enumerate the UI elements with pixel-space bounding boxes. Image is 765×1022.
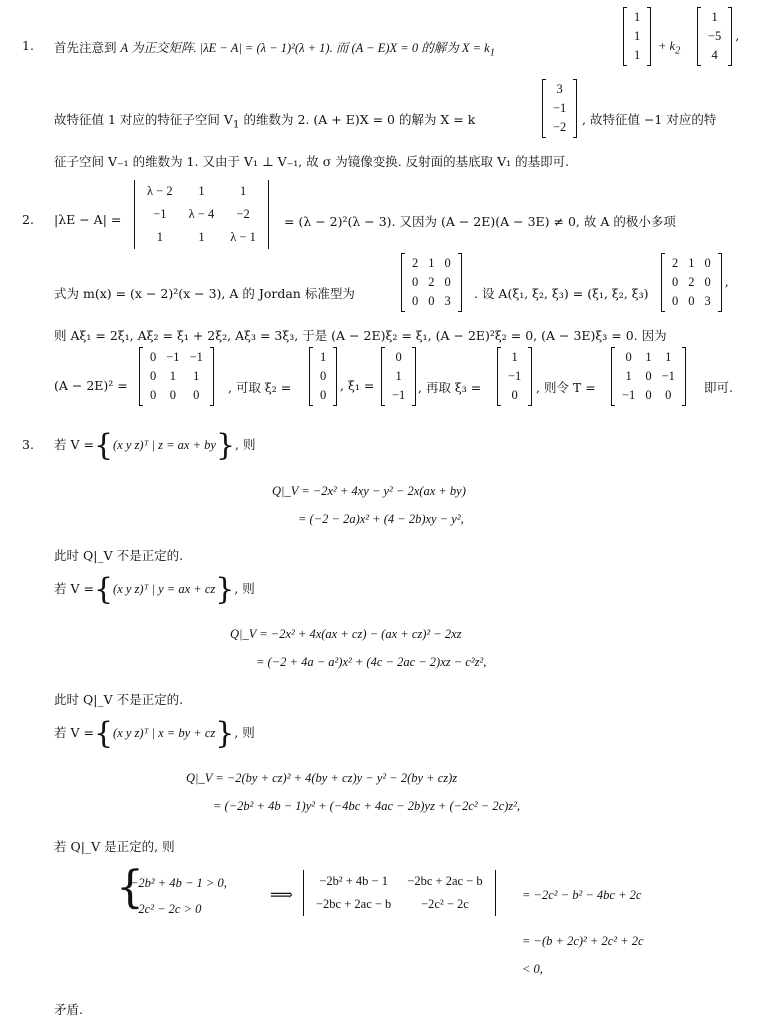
problem2-line4e: , 则令 T =	[536, 380, 596, 395]
case-system: { −2b² + 4b − 1 > 0, −2c² − 2c > 0	[116, 862, 227, 916]
problem1-line2: 故特征值 1 对应的特征子空间 $V_1$ 的维数为 2. (A + E)X = 0 的解为 X = k	[54, 112, 476, 131]
problem-number: 1.	[22, 38, 34, 53]
problem-number: 3.	[22, 437, 34, 452]
eq1a: Q|_V = −2x² + 4xy − y² − 2x(ax + by)	[272, 484, 466, 498]
problem2-line4a: (A − 2E)² =	[54, 378, 128, 393]
det-label: |λE − A| =	[54, 212, 122, 227]
char-determinant: λ − 2 1 1 −1 λ − 4 −2 1 1 λ − 1	[131, 180, 272, 249]
vector-v2: 1 −5 4 ,	[694, 8, 739, 65]
eq1b: = (−2 − 2a)x² + (4 − 2b)xy − y²,	[298, 512, 464, 526]
not-pd-2: 此时 Q|_V 不是正定的.	[54, 692, 184, 707]
not-pd-1: 此时 Q|_V 不是正定的.	[54, 548, 184, 563]
problem1-line2-end: , 故特征值 −1 对应的特	[582, 112, 717, 127]
eq2b: = (−2 + 4a − a²)x² + (4c − 2ac − 2)xz − c²z²,	[256, 655, 487, 669]
res3: < 0,	[522, 962, 543, 976]
xi1-vector: 0 1 −1	[378, 348, 419, 405]
after-det: = (λ − 2)²(λ − 3). 又因为 (A − 2E)(A − 3E) ≠ 0, 故 A 的极小多项	[284, 214, 676, 229]
subspace-def-3: 若 V ={(x y z)ᵀ | x = by + cz}, 则	[54, 716, 255, 751]
problem1-line3: 征子空间 V₋₁ 的维数为 1. 又由于 V₁ ⊥ V₋₁, 故 σ 为镜像变换. 反射面的基底取 V₁ 的基即可.	[54, 154, 570, 169]
square-matrix: 0 −1 −1 0 1 1 0 0 0	[136, 348, 217, 405]
det-2x2: −2b² + 4b − 1 −2bc + 2ac − b −2bc + 2ac − b −2c² − 2c	[300, 870, 499, 916]
problem1-line1: 首先注意到 A 为正交矩阵. |λE − A| = (λ − 1)²(λ + 1). 而 (A − E)X = 0 的解为 $X = k_1$	[54, 40, 495, 59]
problem2-line4b: , 可取 ξ₂ =	[228, 380, 292, 395]
problem2-line2a: 式为 m(x) = (x − 2)²(x − 3), A 的 Jordan 标准型为	[54, 286, 355, 301]
res2: = −(b + 2c)² + 2c² + 2c	[522, 934, 644, 948]
vector-v1: 1 1 1	[620, 8, 654, 65]
problem-number: 2.	[22, 212, 34, 227]
plus-k2: + $k_2$	[658, 39, 681, 57]
if-pd: 若 Q|_V 是正定的, 则	[54, 839, 175, 854]
res1: = −2c² − b² − 4bc + 2c	[522, 888, 642, 902]
eq3b: = (−2b² + 4b − 1)y² + (−4bc + 4ac − 2b)yz + (−2c² − 2c)z²,	[213, 799, 521, 813]
subspace-def-2: 若 V ={(x y z)ᵀ | y = ax + cz}, 则	[54, 572, 255, 607]
problem2-line3: 则 Aξ₁ = 2ξ₁, Aξ₂ = ξ₁ + 2ξ₂, Aξ₃ = 3ξ₃, 于是 (A − 2E)ξ₂ = ξ₁, (A − 2E)²ξ₂ = 0, (A − 3E)ξ₃ = 0. 因为	[54, 328, 667, 343]
xi3-vector: 1 −1 0	[494, 348, 535, 405]
problem2-line4f: 即可.	[704, 380, 733, 395]
jordan-matrix: 2 1 0 0 2 0 0 0 3	[398, 254, 465, 311]
problem2-line4c: , ξ₁ =	[340, 378, 375, 393]
subspace-def-1: 若 V ={(x y z)ᵀ | z = ax + by}, 则	[54, 428, 256, 463]
jordan-matrix-2: 2 1 0 0 2 0 0 0 3 ,	[658, 254, 729, 311]
eq3a: Q|_V = −2(by + cz)² + 4(by + cz)y − y² − 2(by + cz)z	[186, 771, 458, 785]
xi2-vector: 1 0 0	[306, 348, 340, 405]
problem2-line4d: , 再取 ξ₃ =	[418, 380, 482, 395]
vector-v3: 3 −1 −2	[539, 80, 580, 137]
contradiction: 矛盾.	[54, 1002, 83, 1017]
problem2-line2b: . 设 A(ξ₁, ξ₂, ξ₃) = (ξ₁, ξ₂, ξ₃)	[474, 286, 649, 301]
implies-arrow: ⟹	[270, 885, 293, 904]
T-matrix: 0 1 1 1 0 −1 −1 0 0	[608, 348, 689, 405]
eq2a: Q|_V = −2x² + 4x(ax + cz) − (ax + cz)² − 2xz	[230, 627, 462, 641]
